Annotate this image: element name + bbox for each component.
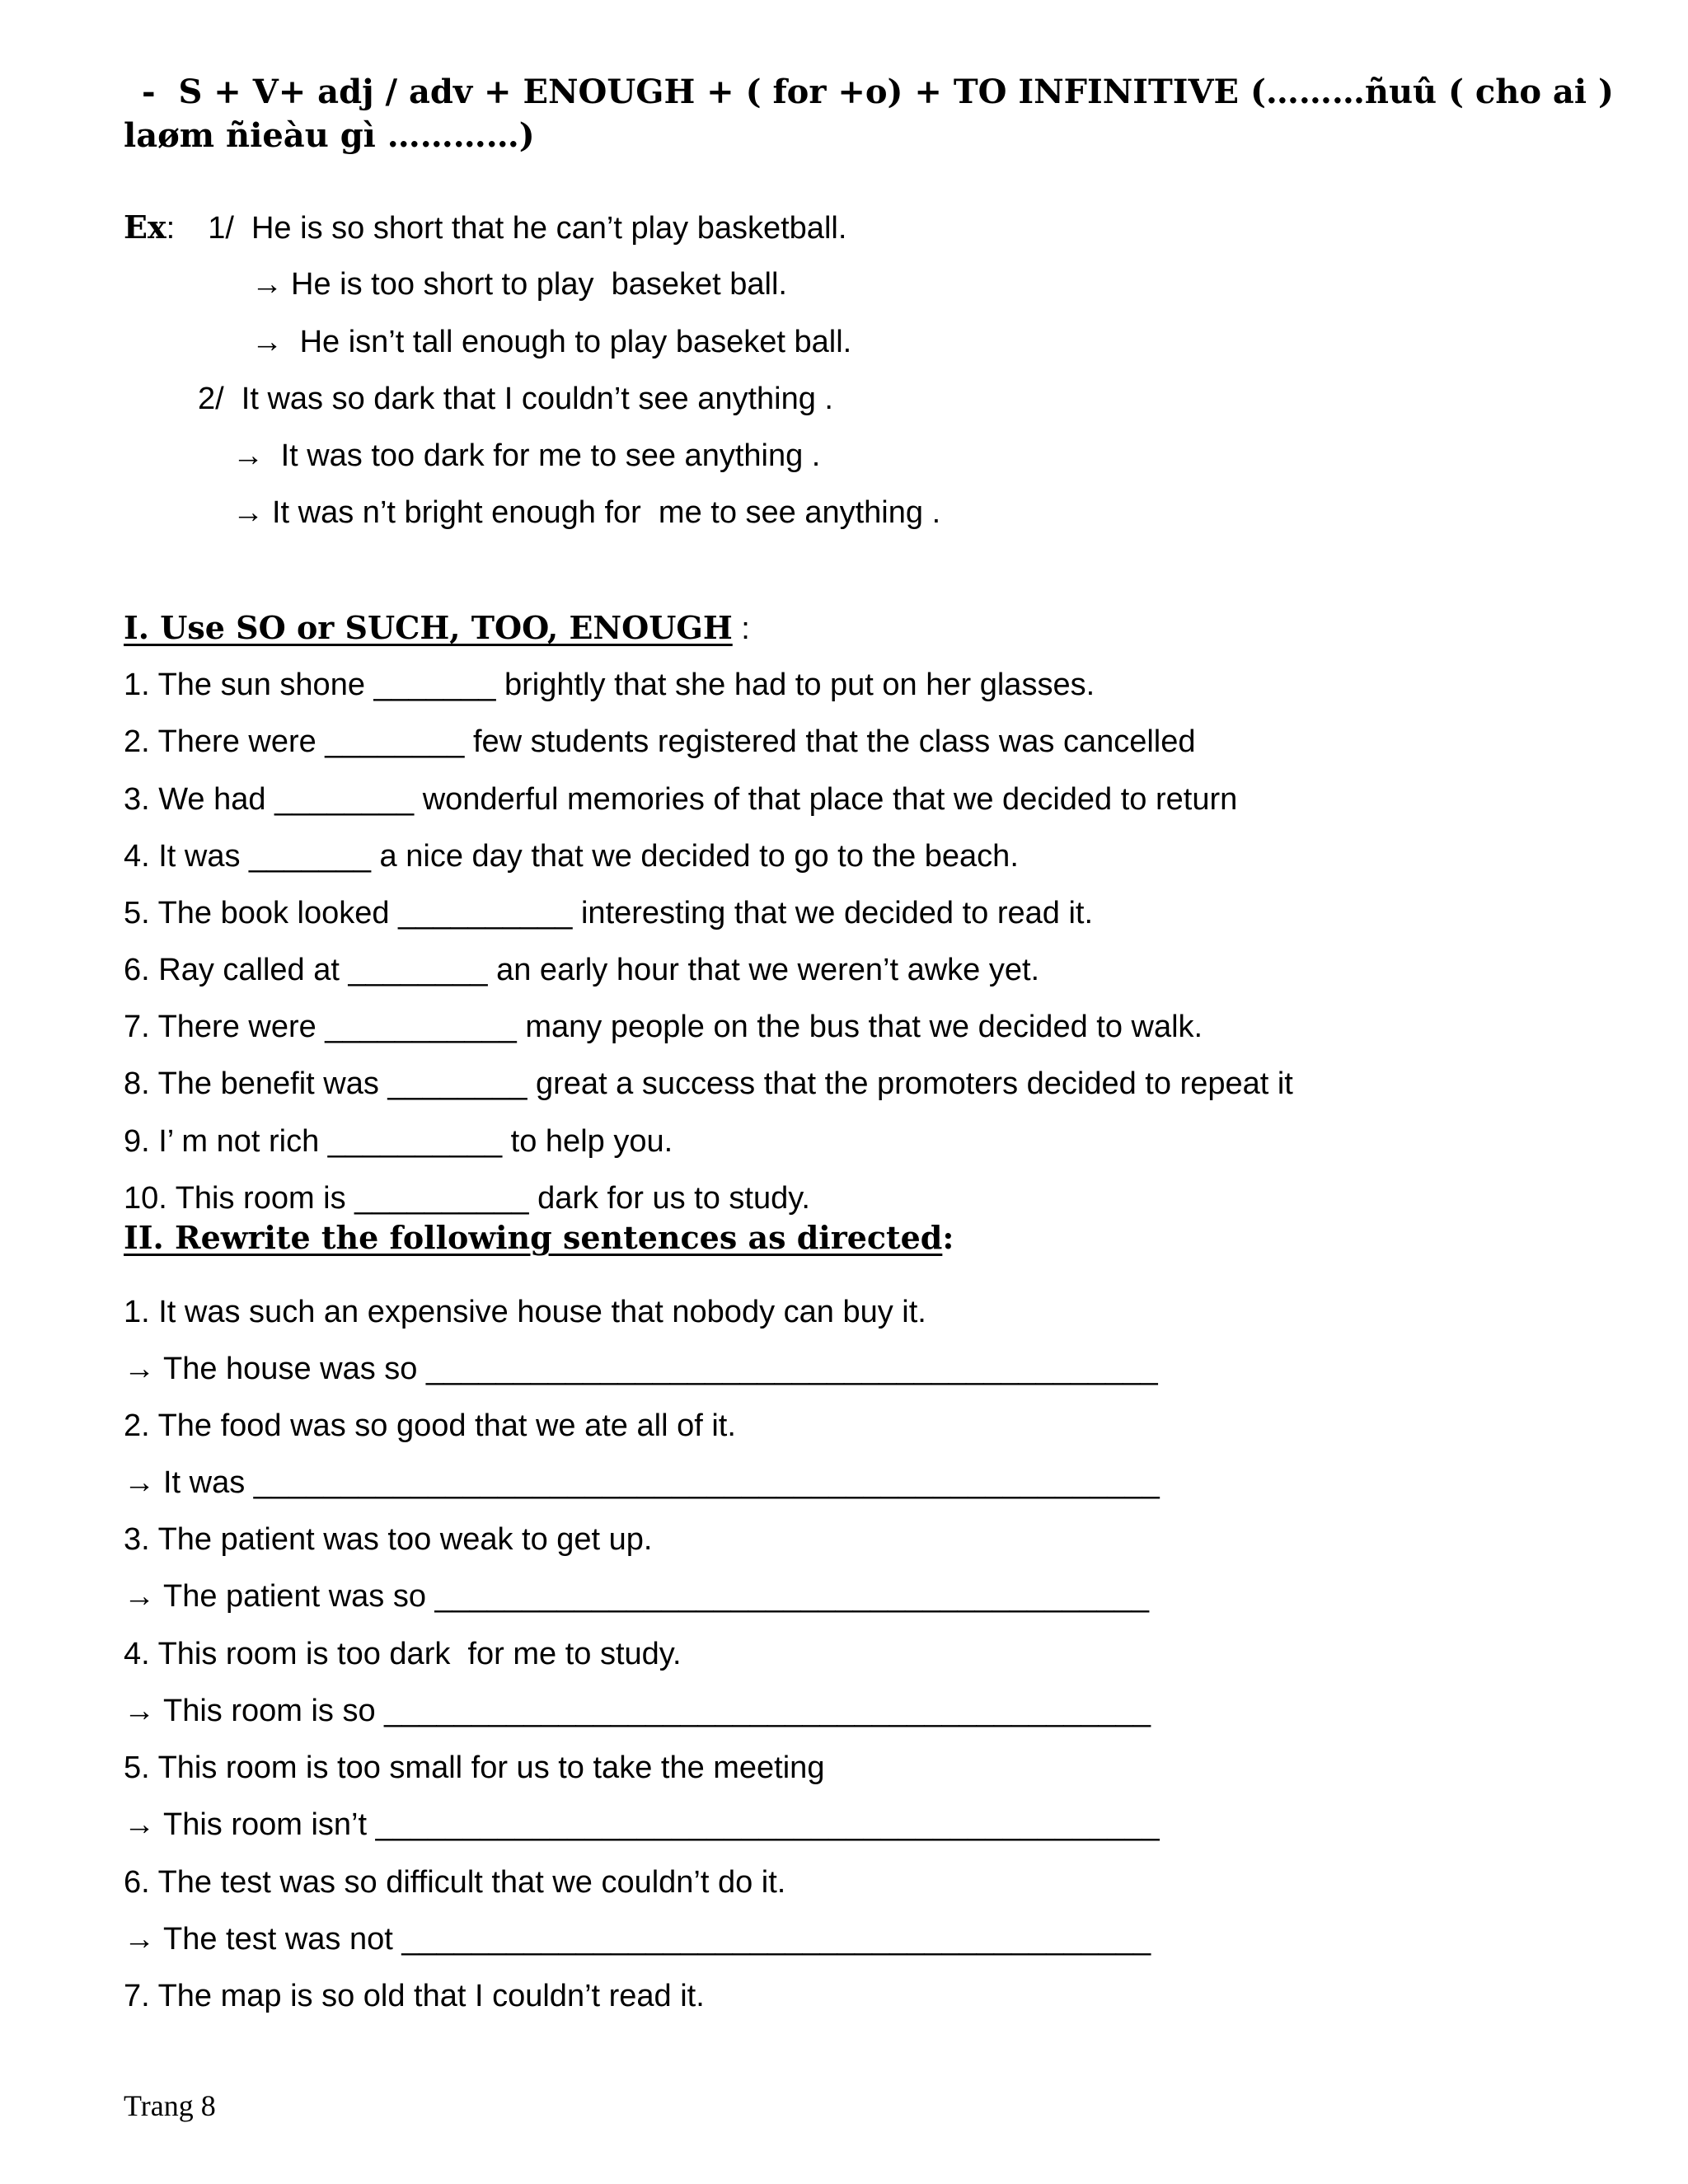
example-text-3: He isn’t tall enough to play baseket ball. xyxy=(299,325,852,359)
exercise-1-item-5: 5. The book looked __________ interesting that we decided to read it. xyxy=(124,896,1094,930)
section-2-title: II. Rewrite the following sentences as directed xyxy=(124,1219,943,1256)
exercise-2-question-6: 6. The test was so difficult that we couldn’t do it. xyxy=(124,1865,786,1900)
exercise-1-item-8: 8. The benefit was ________ great a success that the promoters decided to repeat it xyxy=(124,1066,1293,1101)
exercise-2-question-3: 3. The patient was too weak to get up. xyxy=(124,1522,653,1557)
rule-line-1: - S + V+ adj / adv + ENOUGH + ( for +o) + TO INFINITIVE (………ñuû ( cho ai ) xyxy=(142,73,1614,111)
example-line-1 xyxy=(124,209,847,246)
exercise-1-item-9: 9. I’ m not rich __________ to help you. xyxy=(124,1124,673,1159)
section-1-colon: : xyxy=(732,612,750,646)
exercise-1-item-3: 3. We had ________ wonderful memories of that place that we decided to return xyxy=(124,782,1238,817)
exercise-2-question-2: 2. The food was so good that we ate all of it. xyxy=(124,1408,736,1443)
example-label: Ex xyxy=(124,209,166,246)
exercise-2-answer-4 xyxy=(124,1695,1151,1727)
exercise-1-item-7: 7. There were ___________ many people on the bus that we decided to walk. xyxy=(124,1010,1203,1044)
example-line-4: 2/ It was so dark that I couldn’t see anything . xyxy=(198,382,833,416)
exercise-1-item-10: 10. This room is __________ dark for us to study. xyxy=(124,1181,810,1216)
exercise-2-question-7: 7. The map is so old that I couldn’t read it. xyxy=(124,1979,705,2013)
right-arrow-icon: → xyxy=(124,1922,155,1957)
example-text-6: It was n’t bright enough for me to see anything . xyxy=(272,495,941,530)
example-line-5 xyxy=(232,440,820,471)
example-line-3 xyxy=(251,326,851,358)
right-arrow-icon: → xyxy=(124,1807,155,1842)
exercise-1-item-4: 4. It was _______ a nice day that we decided to go to the beach. xyxy=(124,839,1019,874)
answer-line-2: It was ____________________________________________________ xyxy=(163,1465,1160,1500)
answer-line-3: The patient was so _________________________________________ xyxy=(163,1579,1149,1614)
exercise-2-answer-3 xyxy=(124,1581,1149,1612)
answer-line-4: This room is so ____________________________________________ xyxy=(163,1694,1151,1728)
exercise-1-item-6: 6. Ray called at ________ an early hour that we weren’t awke yet. xyxy=(124,953,1040,987)
right-arrow-icon: → xyxy=(251,267,283,302)
exercise-2-answer-1 xyxy=(124,1353,1158,1385)
right-arrow-icon: → xyxy=(124,1694,155,1728)
example-text-2: He is too short to play baseket ball. xyxy=(291,267,787,302)
example-label-colon: : xyxy=(166,211,176,246)
right-arrow-icon: → xyxy=(232,495,264,530)
right-arrow-icon: → xyxy=(124,1579,155,1614)
exercise-2-answer-6 xyxy=(124,1924,1151,1955)
section-1-title: I. Use SO or SUCH, TOO, ENOUGH xyxy=(124,609,733,646)
exercise-1-item-1: 1. The sun shone _______ brightly that she had to put on her glasses. xyxy=(124,668,1095,702)
rule-line-2: laøm ñieàu gì …………) xyxy=(124,116,535,155)
answer-line-5: This room isn’t _____________________________________________ xyxy=(163,1807,1160,1842)
right-arrow-icon: → xyxy=(232,438,264,473)
example-text-5: It was too dark for me to see anything . xyxy=(280,438,821,473)
answer-line-6: The test was not ___________________________________________ xyxy=(163,1922,1151,1957)
exercise-2-question-1: 1. It was such an expensive house that nobody can buy it. xyxy=(124,1295,926,1329)
exercise-1-item-2: 2. There were ________ few students registered that the class was cancelled xyxy=(124,724,1196,759)
example-line-6 xyxy=(232,497,940,528)
section-2-heading xyxy=(124,1219,954,1256)
right-arrow-icon: → xyxy=(124,1465,155,1500)
section-2-colon: : xyxy=(942,1219,954,1256)
answer-line-1: The house was so __________________________________________ xyxy=(163,1352,1158,1386)
exercise-2-answer-2 xyxy=(124,1467,1160,1498)
right-arrow-icon: → xyxy=(124,1352,155,1386)
page-number: Trang 8 xyxy=(124,2089,216,2122)
example-line-2 xyxy=(251,269,787,300)
example-text-1: 1/ He is so short that he can’t play basketball. xyxy=(208,211,847,246)
exercise-2-question-4: 4. This room is too dark for me to study. xyxy=(124,1637,682,1671)
exercise-2-answer-5 xyxy=(124,1809,1160,1840)
exercise-2-question-5: 5. This room is too small for us to take the meeting xyxy=(124,1750,825,1785)
section-1-heading xyxy=(124,609,750,646)
right-arrow-icon: → xyxy=(251,325,283,359)
